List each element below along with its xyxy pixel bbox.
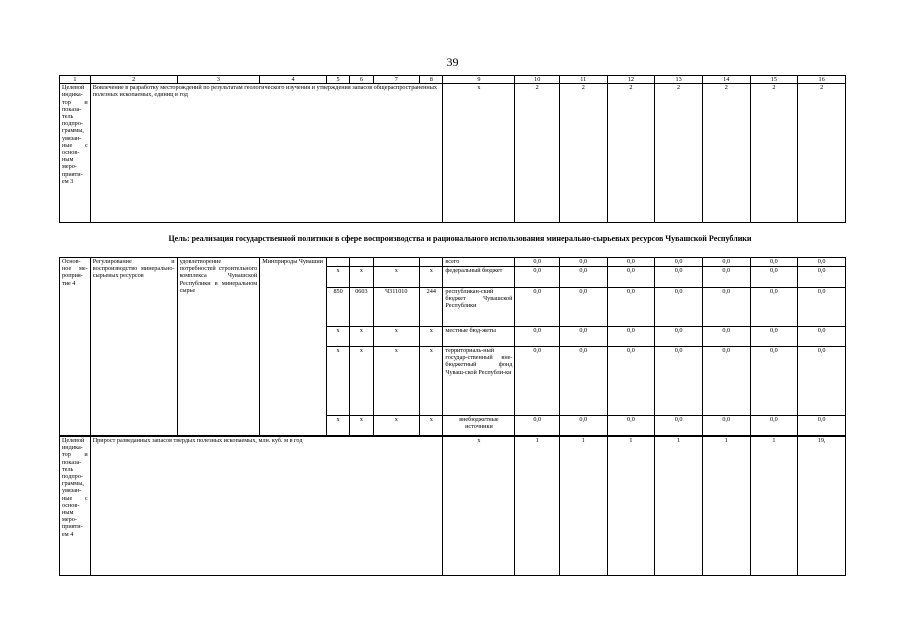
column-number: 5	[326, 76, 349, 84]
financing-value: 0,0	[750, 327, 798, 347]
target-value: 2	[655, 84, 703, 223]
budget-code-target: Ч311010	[373, 288, 420, 327]
financing-value: 0,0	[655, 416, 703, 436]
target-indicator-text: Прирост разведанных запасов твердых полезных ископаемых, млн. куб. м в год	[90, 437, 443, 576]
financing-value: 0,0	[798, 258, 846, 267]
financing-source: всего	[443, 258, 515, 267]
column-number: 3	[177, 76, 260, 84]
table-target-3	[59, 75, 846, 223]
column-number: 8	[420, 76, 443, 84]
financing-value: 0,0	[798, 347, 846, 416]
financing-value: 0,0	[702, 258, 750, 267]
financing-value: 0,0	[702, 416, 750, 436]
budget-code-grbs: 850	[326, 288, 349, 327]
column-number: 6	[350, 76, 373, 84]
target-value: 1	[559, 437, 607, 576]
page-number: 39	[446, 55, 459, 69]
financing-value: 0,0	[750, 267, 798, 288]
target-value: 1	[607, 437, 655, 576]
financing-value: 0,0	[559, 416, 607, 436]
budget-code-section: 0603	[350, 288, 373, 327]
financing-value: 0,0	[702, 267, 750, 288]
budget-code-section: x	[350, 347, 373, 416]
target-value: 1	[750, 437, 798, 576]
target-value: 2	[702, 84, 750, 223]
financing-source: территориаль-ный государ-ственный вне-бюджетный фонд Чуваш-ской Республи-ки	[443, 347, 515, 416]
financing-value: 0,0	[607, 416, 655, 436]
financing-value: 0,0	[607, 258, 655, 267]
budget-code-type	[420, 258, 443, 267]
financing-source: республикан-ский бюджет Чувашской Республики	[443, 288, 515, 327]
target-value: 1	[515, 437, 559, 576]
target-indicator-label: Целевой индика-тор и показа-тель подпро-граммы, увязан-ные с основ-ным меро-прияти-ем 4	[60, 437, 91, 576]
financing-value: 0,0	[655, 267, 703, 288]
financing-value: 0,0	[702, 327, 750, 347]
target-value: 2	[750, 84, 798, 223]
target-value: 1	[702, 437, 750, 576]
financing-value: 0,0	[515, 416, 559, 436]
column-number: 15	[750, 76, 798, 84]
financing-value: 0,0	[798, 267, 846, 288]
target-value: 2	[515, 84, 559, 223]
column-number: 2	[90, 76, 177, 84]
budget-code-grbs: x	[326, 267, 349, 288]
financing-value: 0,0	[655, 258, 703, 267]
target-indicator-row	[60, 437, 846, 576]
financing-value: 0,0	[559, 347, 607, 416]
column-number: 11	[559, 76, 607, 84]
financing-value: 0,0	[515, 267, 559, 288]
column-number: 13	[655, 76, 703, 84]
budget-code-type: x	[420, 416, 443, 436]
financing-source: федеральный бюджет	[443, 267, 515, 288]
financing-value: 0,0	[798, 288, 846, 327]
target-indicator-col9: x	[443, 84, 515, 223]
budget-code-target: x	[373, 347, 420, 416]
financing-value: 0,0	[750, 258, 798, 267]
target-value: 2	[559, 84, 607, 223]
financing-value: 0,0	[655, 327, 703, 347]
financing-value: 0,0	[607, 327, 655, 347]
target-indicator-text: Вовлечение в разработку месторождений по результатам геологического изучения и утверждения запасов общераспространенных полезных ископаемых, единиц в год	[90, 84, 443, 223]
target-indicator-label: Целевой индика-тор и показа-тель подпро-граммы, увязан-ные с основ-ным меро-прияти-ем 3	[60, 84, 91, 223]
financing-value: 0,0	[750, 347, 798, 416]
budget-code-type: x	[420, 347, 443, 416]
financing-value: 0,0	[515, 258, 559, 267]
financing-value: 0,0	[607, 267, 655, 288]
budget-code-grbs: x	[326, 327, 349, 347]
financing-value: 0,0	[559, 288, 607, 327]
column-number: 4	[260, 76, 327, 84]
target-value: 2	[798, 84, 846, 223]
column-number: 9	[443, 76, 515, 84]
column-number: 10	[515, 76, 559, 84]
column-number: 16	[798, 76, 846, 84]
budget-code-type: x	[420, 327, 443, 347]
budget-code-target: x	[373, 416, 420, 436]
main-measure-name: Регулирование и воспроизводство минерально-сырьевых ресурсов	[90, 258, 177, 436]
column-number: 7	[373, 76, 420, 84]
table-main-measure-4	[59, 257, 846, 436]
budget-code-target	[373, 258, 420, 267]
goal-heading: Цель: реализация государственной политики в сфере воспроизводства и рационального использования минерально-сырьевых ресурсов Чувашской Республики	[168, 234, 752, 243]
budget-code-type: 244	[420, 288, 443, 327]
budget-code-type: x	[420, 267, 443, 288]
budget-code-grbs: x	[326, 416, 349, 436]
target-indicator-col9: x	[443, 437, 515, 576]
budget-code-grbs	[326, 258, 349, 267]
column-number: 14	[702, 76, 750, 84]
main-measure-label: Основ-ное ме-роприя-тие 4	[60, 258, 91, 436]
financing-row-total	[60, 258, 846, 267]
financing-value: 0,0	[607, 347, 655, 416]
target-value: 19,	[798, 437, 846, 576]
table-target-4	[59, 436, 846, 576]
financing-value: 0,0	[702, 288, 750, 327]
column-number: 12	[607, 76, 655, 84]
budget-code-grbs: x	[326, 347, 349, 416]
target-indicator-row	[60, 84, 846, 223]
financing-value: 0,0	[750, 416, 798, 436]
financing-value: 0,0	[515, 288, 559, 327]
main-measure-purpose: удовлетворение потребностей строительного комплекса Чувашской Республики в минеральном сырье	[177, 258, 260, 436]
financing-value: 0,0	[559, 327, 607, 347]
financing-value: 0,0	[798, 416, 846, 436]
financing-value: 0,0	[515, 347, 559, 416]
main-measure-executor: Минприроды Чувашии	[260, 258, 327, 436]
financing-value: 0,0	[559, 258, 607, 267]
column-number-row	[60, 76, 846, 84]
target-value: 2	[607, 84, 655, 223]
financing-value: 0,0	[750, 288, 798, 327]
financing-value: 0,0	[607, 288, 655, 327]
budget-code-target: x	[373, 327, 420, 347]
column-number: 1	[60, 76, 91, 84]
financing-value: 0,0	[655, 288, 703, 327]
financing-source: внебюджетные источники	[443, 416, 515, 436]
budget-code-target: x	[373, 267, 420, 288]
financing-value: 0,0	[515, 327, 559, 347]
budget-code-section: x	[350, 327, 373, 347]
financing-value: 0,0	[559, 267, 607, 288]
financing-value: 0,0	[798, 327, 846, 347]
financing-value: 0,0	[655, 347, 703, 416]
budget-code-section: x	[350, 416, 373, 436]
budget-code-section	[350, 258, 373, 267]
target-value: 1	[655, 437, 703, 576]
budget-code-section: x	[350, 267, 373, 288]
financing-value: 0,0	[702, 347, 750, 416]
financing-source: местные бюд-жеты	[443, 327, 515, 347]
